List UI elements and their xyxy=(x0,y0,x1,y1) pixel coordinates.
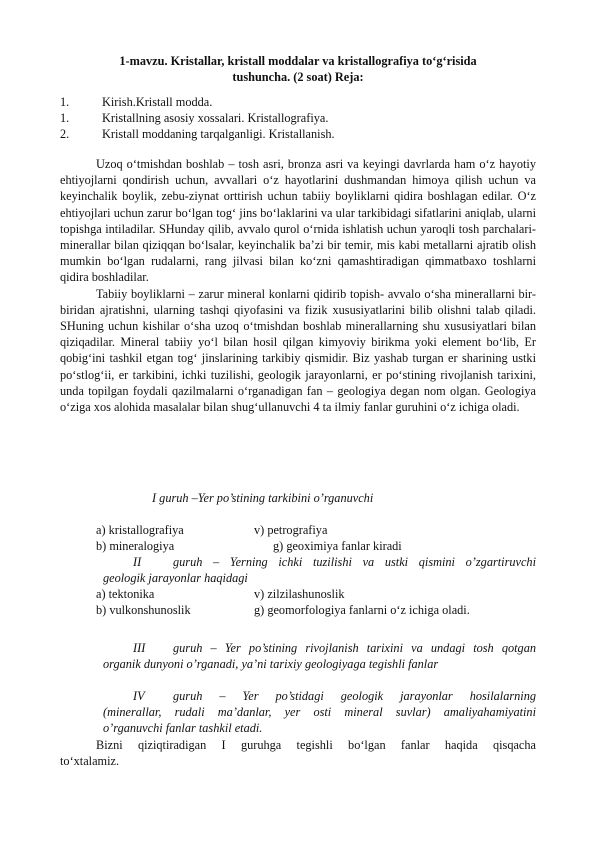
group-2-line: guruh – Yerning ichki tuzilishi va ustki qismini o’zgartiruvchi xyxy=(173,555,536,569)
closing-line: to‘xtalamiz. xyxy=(60,754,120,768)
title-line-2: tushuncha. (2 soat) Reja: xyxy=(232,70,364,84)
group-1-item: a) kristallografiya xyxy=(96,523,184,537)
group-4-text xyxy=(173,688,536,704)
group-1-item: b) mineralogiya xyxy=(96,539,175,553)
page-title xyxy=(60,53,536,85)
group-4-line: (minerallar, rudali ma’danlar, yer osti mineral suvlar) amaliyahamiyatini xyxy=(103,705,536,719)
group-3-text xyxy=(173,640,536,656)
group-3-roman: III xyxy=(133,641,146,655)
plan-item-number: 1. xyxy=(60,95,70,109)
closing-paragraph xyxy=(60,737,536,769)
title-line-1: 1-mavzu. Kristallar, kristall moddalar va kristallografiya to‘g‘risida xyxy=(119,54,477,68)
group-1-item: g) geoximiya fanlar kiradi xyxy=(273,539,402,553)
group-2-item: b) vulkonshunoslik xyxy=(96,603,191,617)
paragraph: Tabiiy boyliklarni – zarur mineral konlarni qidirib topish- avvalo o‘sha minerallarni bir-biridan ajratishni, ularning tashqi qiyofasini va fizik xususiyatlarini bilib olishni talab qiladi. SHuning uchun kishilar o‘sha uzoq o‘tmishdan boshlab minerallarning shu xususiyatlari bilan qiziqadilar. Mineral tabiiy yo‘l bilan hosil qilgan kimyoviy birikma yoki element bo‘lib, Er qobig‘ini tashkil etgan tog‘ jinslarining tarkibiy qismidir. Biz yashab turgan er sharining ustki po‘stlog‘ii, er tarkibini, ichki tuzilishi, geologik jarayonlarni, er po‘stining rivojlanish tarixini, unda topilgan foydali qazilmalarni o‘rganadigan fan – geologiya degan nom olgan. Geologiya o‘ziga xos alohida masalalar bilan shug‘ullanuvchi 4 ta ilmiy fanlar guruhini o‘z ichiga oladi. xyxy=(60,286,536,415)
plan-item-text: Kristall moddaning tarqalganligi. Kristallanish. xyxy=(102,127,335,141)
plan-item-text: Kristallning asosiy xossalari. Kristallografiya. xyxy=(102,111,329,125)
group-2-line: geologik jarayonlar haqidagi xyxy=(103,571,248,585)
plan-item-number: 1. xyxy=(60,111,70,125)
group-2-roman: II xyxy=(133,555,142,569)
plan-item-number: 2. xyxy=(60,127,70,141)
group-3-line: guruh – Yer po’stining rivojlanish tarixini va undagi tosh qotgan xyxy=(173,641,536,655)
plan-item-text: Kirish.Kristall modda. xyxy=(102,95,213,109)
body-text xyxy=(60,156,536,415)
group-4-line: o’rganuvchi fanlar tashkil etadi. xyxy=(103,721,263,735)
group-1-heading: I guruh –Yer po’stining tarkibini o’rganuvchi xyxy=(152,491,374,505)
paragraph: Uzoq o‘tmishdan boshlab – tosh asri, bronza asri va keyingi davrlarda ham o‘z hayotiy ehtiyojlarni qondirish uchun, avvallari o‘z hayotlarini dushmandan himoya qilish uchun va keyinchalik boylik, zebu-ziynat orttirish uchun tabiiy boyliklarni qidira boshlagan edilar. O‘z ehtiyojlari uchun zarur bo‘lgan tog‘ jins bo‘laklarini va ular tarkibidagi sifatlarini aniqlab, ularni topishga intiladilar. SHunday qilib, avvalo qurol o‘rnida ishlatish uchun yaroqli tosh parchalari-minerallar bilan qiziqqan bo‘lsalar, keyinchalik ba’zi bir temir, mis kabi metallarni ajratib olish mumkin bo‘lgan rudalarni, rang jilvasi bilan ko‘zni qamashtiradigan qimmatbaxo toshlarni qidira boshladilar. xyxy=(60,157,536,285)
group-4-roman: IV xyxy=(133,689,145,703)
group-4-line: guruh – Yer po’stidagi geologik jarayonlar hosilalarning xyxy=(173,689,536,703)
group-2-item: v) zilzilashunoslik xyxy=(254,587,345,601)
group-3-line: organik dunyoni o’rganadi, ya’ni tarixiy geologiyaga tegishli fanlar xyxy=(103,657,439,671)
group-2-item: a) tektonika xyxy=(96,587,155,601)
group-4-text xyxy=(103,704,536,720)
group-2-text xyxy=(173,554,536,570)
group-2-item: g) geomorfologiya fanlarni o‘z ichiga oladi. xyxy=(254,603,470,617)
closing-line: Bizni qiziqtiradigan I guruhga tegishli bo‘lgan fanlar haqida qisqacha xyxy=(96,738,536,752)
group-1-item: v) petrografiya xyxy=(254,523,328,537)
